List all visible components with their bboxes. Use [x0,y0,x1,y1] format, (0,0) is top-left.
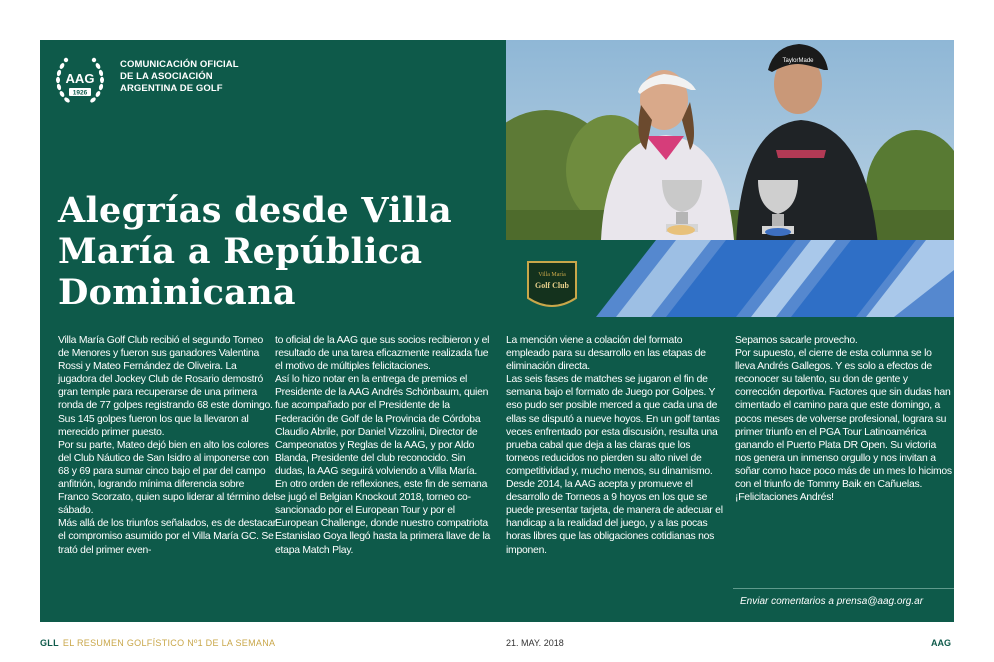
paragraph: to oficial de la AAG que sus socios recibieron y el resultado de una tarea eficazmente realizada fue el motivo de múltiples felicitaciones. [275,335,490,373]
footer-tagline [40,638,275,648]
org-line-1: COMUNICACIÓN OFICIAL [120,59,239,70]
org-line-3: ARGENTINA DE GOLF [120,83,223,94]
article-column-4 [735,334,953,504]
badge-line-2: Golf Club [534,281,570,290]
footer-brand: GLL [40,638,59,648]
footer-date: 21. MAY. 2018 [506,638,564,648]
logo-year: 1926 [72,89,88,97]
paragraph: Por supuesto, el cierre de esta columna se lo lleva Andrés Gallegos. Y es solo a efectos de reconocer su talento, su don de gente y corrección deportiva. Factores que sin dudas han cimentado el camino para que este domingo, a pocos meses de volverse profesional, lograra su primer triunfo en el PGA Tour Latinoamérica ganando el Puerto Plata DR Open. Su victoria nos genera un inmenso orgullo y nos invitan a soñar como hace poco más de un mes lo hicimos con el triunfo de Tommy Baik en Cañuelas. ¡Felicitaciones Andrés! [735,348,952,504]
logo-text: AAG [65,71,95,86]
footer-aag: AAG [931,638,951,648]
cap-brand-text: TaylorMade [782,58,814,64]
villa-maria-badge-icon [528,262,576,306]
paragraph: Desde 2014, la AAG acepta y promueve el desarrollo de Torneos a 9 hoyos en los que se puede presentar tarjeta, de manera de adecuar el handicap a la realidad del juego, y a las pocas horas libres que las obligaciones cotidianas nos imponen. [506,479,723,556]
winners-photo [506,40,954,317]
article-column-2 [275,334,493,557]
footer-tagline-text: EL RESUMEN GOLFÍSTICO Nº1 DE LA SEMANA [62,638,276,648]
paragraph: En otro orden de reflexiones, este fin de semana se jugó el Belgian Knockout 2018, torneo co-sancionado por el European Tour y por el European Challenge, donde nuestro compatriota Estanislao Goya llegó hasta la primera llave de la etapa Match Play. [275,479,491,556]
article-title: Alegrías desde Villa María a República Dominicana [58,190,452,313]
article-column-1 [58,334,276,557]
paragraph: Las seis fases de matches se jugaron el fin de semana bajo el formato de Juego por Golpes. Y eso pudo ser posible merced a que cada una de ellas se disputó a nueve hoyos. En un golf tantas veces enfrentado por esta discusión, resulta una prueba cabal que deja a las claras que los torneos reducidos no pierden su alto nivel de competitividad y, mucho menos, su dinamismo. [506,374,720,477]
paragraph: La mención viene a colación del formato empleado para su desarrollo en las etapas de eliminación directa. [506,335,706,373]
org-line-2: DE LA ASOCIACIÓN [120,71,213,82]
badge-line-1: Villa María [538,272,566,278]
paragraph: Así lo hizo notar en la entrega de premios el Presidente de la AAG Andrés Schönbaum, quien fue acompañado por el Presidente de la Federación de Golf de la Provincia de Córdoba Claudio Abrile, por Daniel Vizzolini, Director de Campeonatos y Reglas de la AAG, y por Aldo Blanda, Presidente del club reconocido. Sin dudas, la AAG seguirá volviendo a Villa María. [275,374,489,477]
aag-logo-icon [52,52,108,108]
contact-divider [733,588,954,589]
paragraph: Villa María Golf Club recibió el segundo Torneo de Menores y fueron sus ganadores Valentina Rossi y Mateo Fernández de Oliveira. La jugadora del Jockey Club de Rosario demostró gran temple para recuperarse de una primera ronda de 77 golpes registrando 68 este domingo. Sus 145 golpes fueron los que la llevaron al merecido primer puesto. [58,335,273,438]
paragraph: Más allá de los triunfos señalados, es de destacar el compromiso asumido por el Villa María GC. Se trató del primer even- [58,518,276,556]
paragraph: Por su parte, Mateo dejó bien en alto los colores del Club Náutico de San Isidro al imponerse con 68 y 69 para sumar cinco bajo el par del campo anfitrión, logrando mínima diferencia sobre Franco Scorzato, quien supo liderar al término del sábado. [58,439,276,517]
contact-email-link[interactable]: Enviar comentarios a prensa@aag.org.ar [740,596,924,607]
article-column-3 [506,334,724,557]
org-name [120,59,239,95]
paragraph: Sepamos sacarle provecho. [735,335,858,346]
